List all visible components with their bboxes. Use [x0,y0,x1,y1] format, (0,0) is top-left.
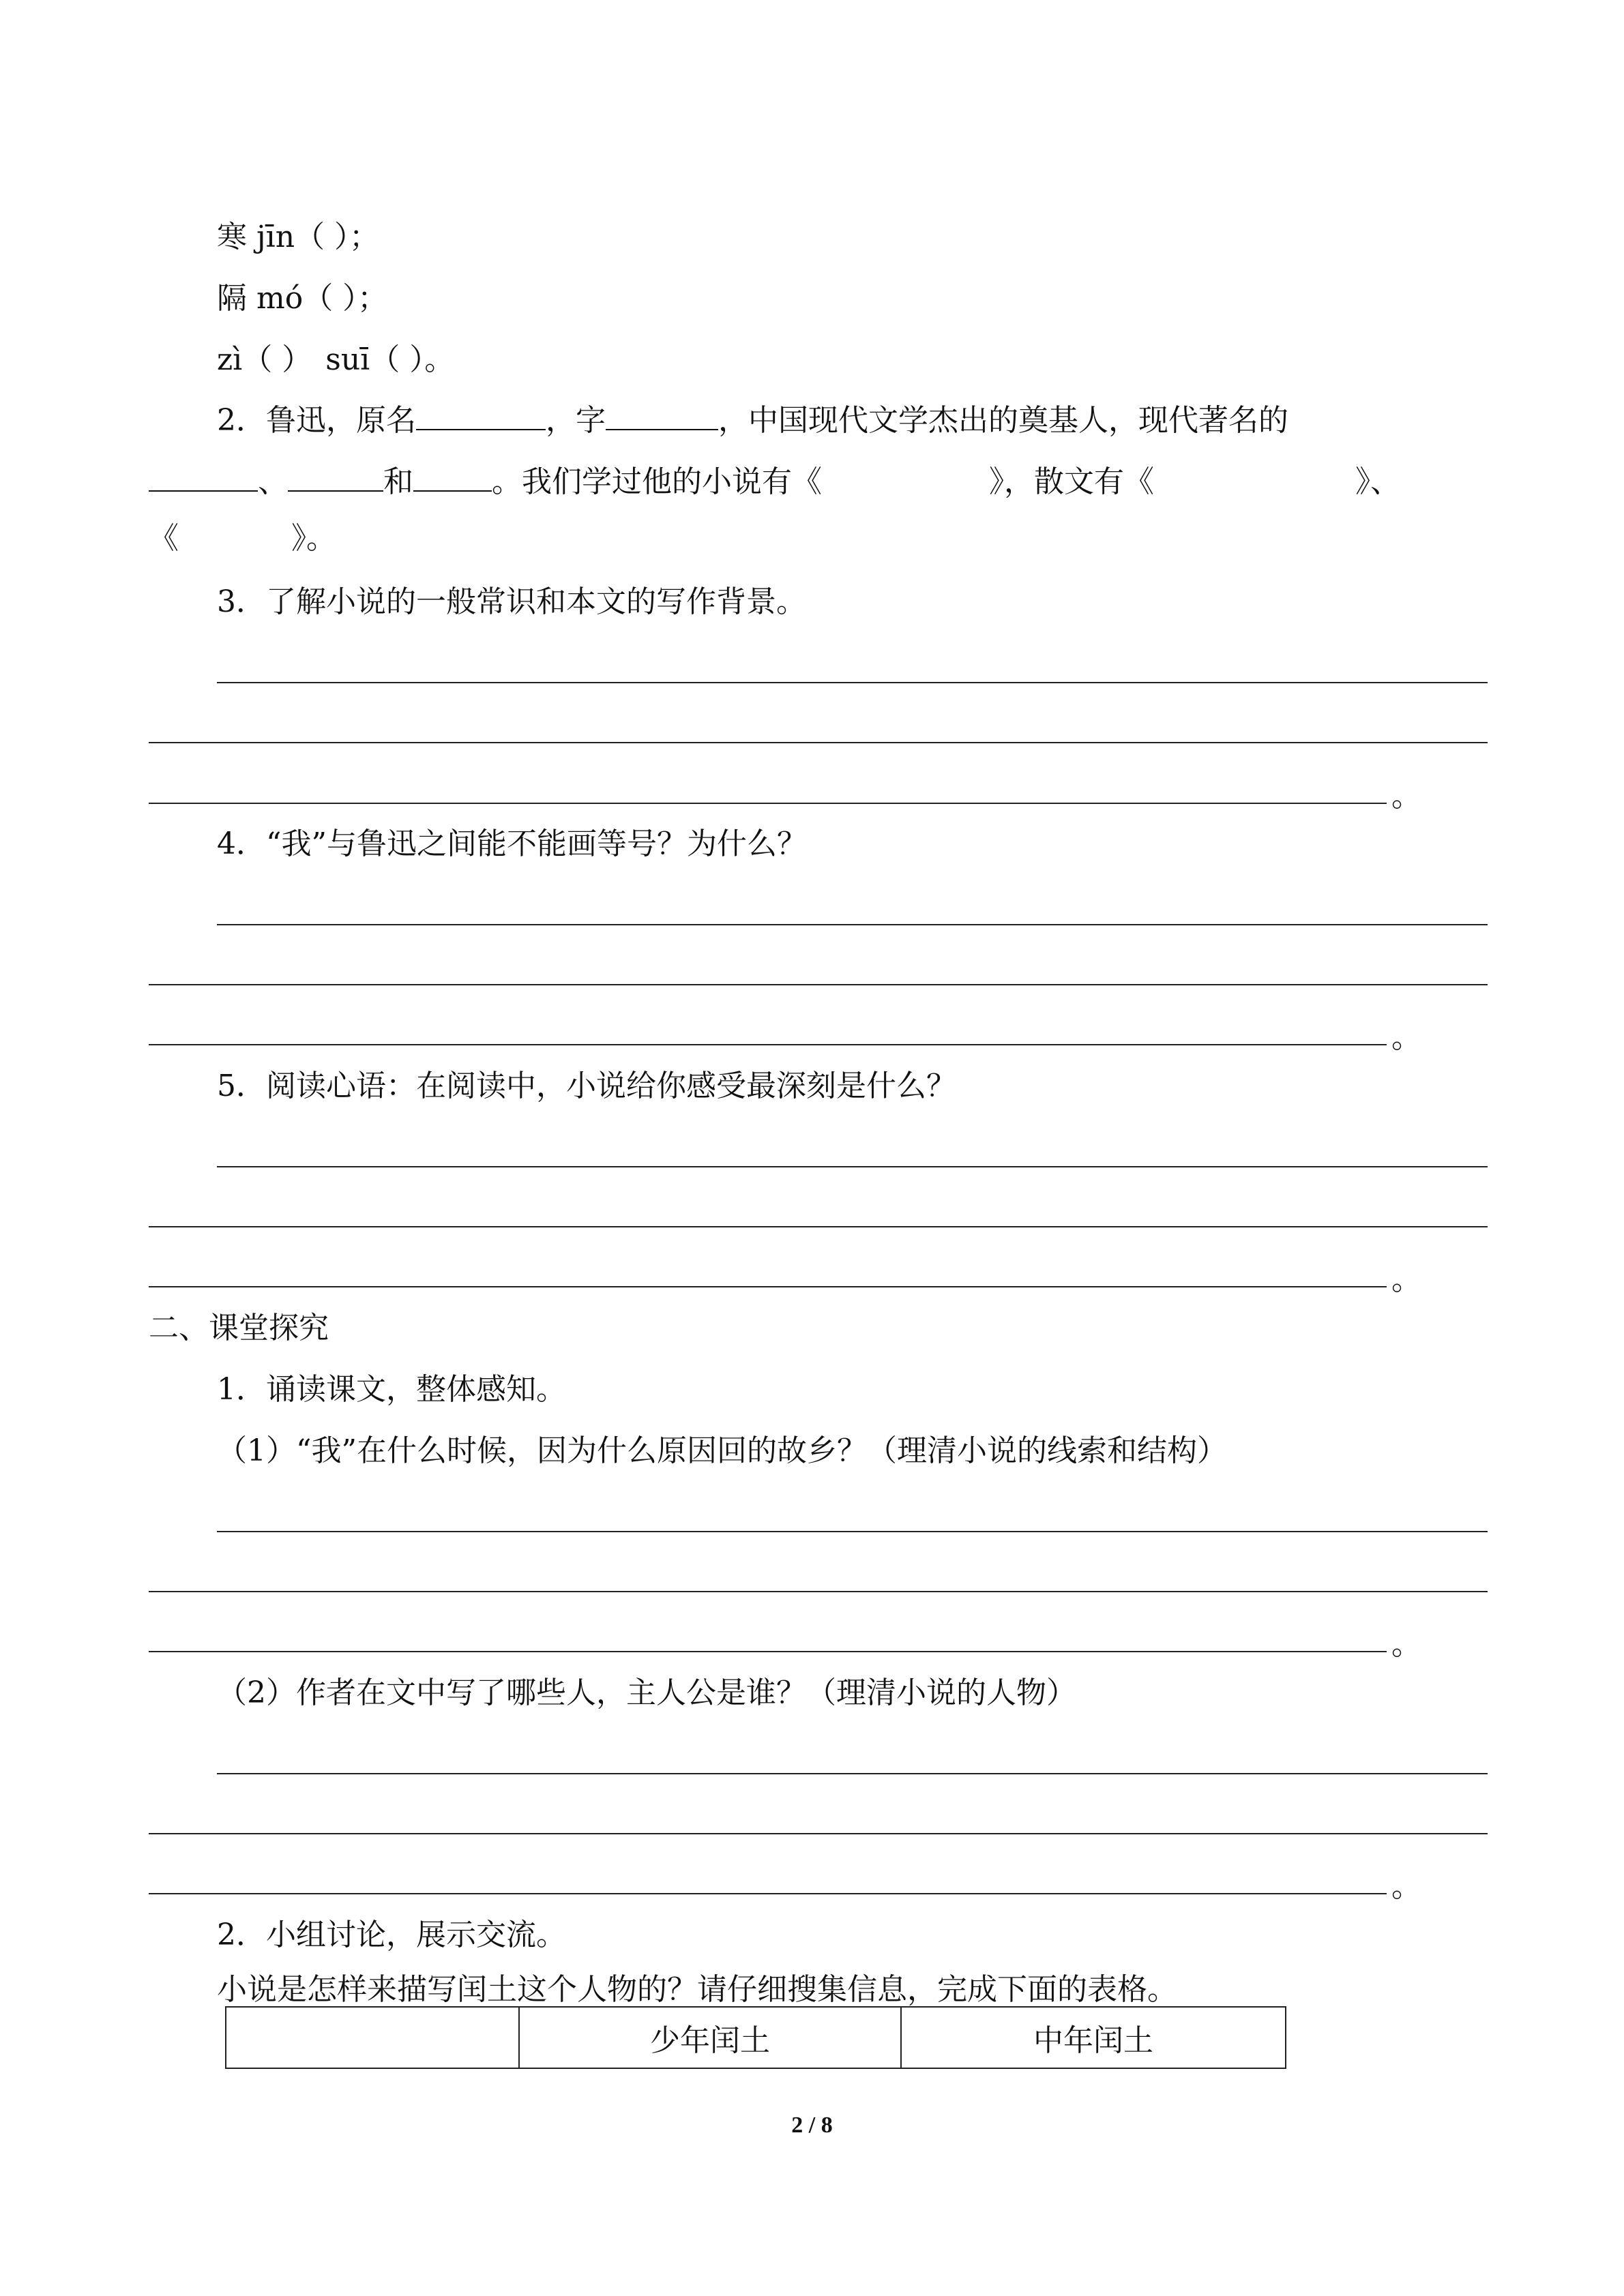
blank-identity-1[interactable] [149,460,258,492]
answer-line[interactable] [217,1531,1488,1532]
q2-line3 [149,520,336,558]
q4-prompt: 4．“我”与鲁迅之间能不能画等号？为什么？ [217,826,807,861]
page-number: 2 / 8 [791,2113,833,2138]
q2-line1 [217,399,1288,440]
section2-item1: 1．诵读课文，整体感知。 [217,1372,566,1407]
section2-sub1: （1）“我”在什么时候，因为什么原因回的故乡？（理清小说的线索和结构） [217,1433,1227,1468]
answer-line[interactable] [149,1044,1387,1045]
section2-item2: 2．小组讨论，展示交流。 [217,1918,566,1952]
period-mark: 。 [1391,1020,1421,1055]
period-mark: 。 [1391,1869,1421,1904]
answer-line[interactable] [149,1591,1488,1592]
pinyin-zisui [217,341,454,379]
pinyin-hanjin: 寒 jīn（ ）； [217,220,380,254]
q2-part-g: 》，散文有《 [989,464,1154,499]
pinyin-sui: suī（ ）。 [325,342,455,377]
table-header-cell[interactable] [226,2007,519,2068]
table-header-row [226,2007,1286,2068]
answer-line[interactable] [149,1226,1488,1227]
answer-line[interactable] [217,924,1488,925]
pinyin-gemo: 隔 mó（ ）； [217,281,388,316]
table-header-cell: 中年闰土 [901,2007,1286,2068]
q2-part-a: 2．鲁迅，原名 [217,403,416,438]
answer-line[interactable] [149,1893,1387,1894]
answer-line[interactable] [217,1166,1488,1167]
runtu-table [225,2006,1286,2069]
blank-identity-3[interactable] [413,460,492,492]
q3-prompt: 3．了解小说的一般常识和本文的写作背景。 [217,584,806,619]
q2-part-f: 。我们学过他的小说有《 [492,464,822,499]
q2-part-e: 和 [383,464,413,499]
table-intro: 小说是怎样来描写闰土这个人物的？请仔细搜集信息，完成下面的表格。 [217,1972,1177,2007]
period-mark: 。 [1391,1262,1421,1297]
period-mark: 。 [1391,779,1421,814]
q2-part-j: 》。 [291,521,336,556]
section-title: 二、课堂探究 [149,1311,329,1345]
answer-line[interactable] [149,1286,1387,1287]
answer-line[interactable] [149,1651,1387,1652]
blank-courtesy-name[interactable] [606,399,718,430]
q2-line2 [149,460,1400,501]
answer-line[interactable] [149,1833,1488,1834]
answer-line[interactable] [149,984,1488,985]
q5-prompt: 5．阅读心语：在阅读中，小说给你感受最深刻是什么？ [217,1069,956,1103]
section2-sub2: （2）作者在文中写了哪些人，主人公是谁？（理清小说的人物） [217,1675,1076,1710]
blank-identity-2[interactable] [288,460,383,492]
table-header-cell: 少年闰土 [519,2007,901,2068]
q2-part-i: 《 [149,521,179,556]
pinyin-zi: zì（ ） [217,342,312,377]
answer-line[interactable] [149,742,1488,743]
period-mark: 。 [1391,1627,1421,1662]
answer-line[interactable] [217,1773,1488,1774]
q2-part-c: ，中国现代文学杰出的奠基人，现代著名的 [718,403,1288,438]
blank-original-name[interactable] [416,399,546,430]
q2-part-h: 》、 [1355,464,1400,499]
answer-line[interactable] [217,682,1488,683]
q2-part-b: ，字 [546,403,606,438]
answer-line[interactable] [149,803,1387,804]
q2-part-d: 、 [258,464,288,499]
